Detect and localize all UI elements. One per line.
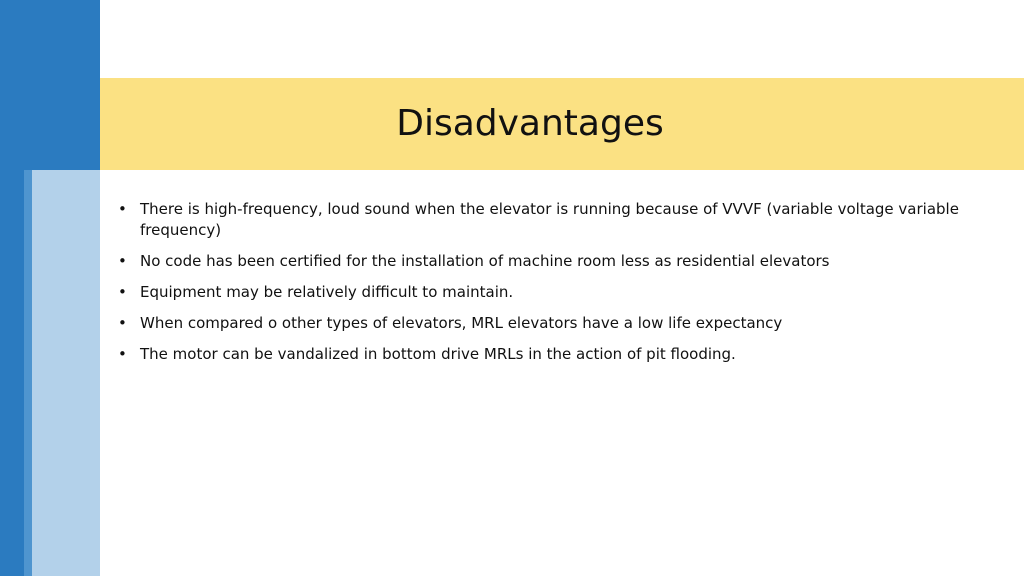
bullet-item — [116, 199, 1006, 241]
bullet-glyph: • — [118, 314, 127, 332]
sidebar-dark-strip — [0, 170, 24, 576]
bullet-glyph: • — [118, 345, 127, 363]
bullet-item — [116, 313, 1006, 334]
bullet-text: Equipment may be relatively difficult to maintain. — [140, 283, 514, 301]
bullet-glyph: • — [118, 200, 127, 218]
bullet-glyph: • — [118, 283, 127, 301]
sidebar-light-block — [24, 170, 100, 576]
bullet-glyph: • — [118, 252, 127, 270]
sidebar-mid-stripe — [24, 170, 32, 576]
bullet-text: There is high-frequency, loud sound when the elevator is running because of VVVF (variable voltage variable frequency) — [140, 200, 959, 239]
bullet-text: When compared o other types of elevators, MRL elevators have a low life expectancy — [140, 314, 783, 332]
bullet-list — [116, 199, 1006, 365]
bullet-list-container — [116, 199, 1006, 375]
sidebar-dark-block — [0, 0, 100, 170]
bullet-item — [116, 282, 1006, 303]
bullet-item — [116, 344, 1006, 365]
slide-title: Disadvantages — [396, 103, 664, 144]
bullet-text: No code has been certified for the installation of machine room less as residential elevators — [140, 252, 830, 270]
bullet-item — [116, 251, 1006, 272]
bullet-text: The motor can be vandalized in bottom drive MRLs in the action of pit flooding. — [140, 345, 736, 363]
